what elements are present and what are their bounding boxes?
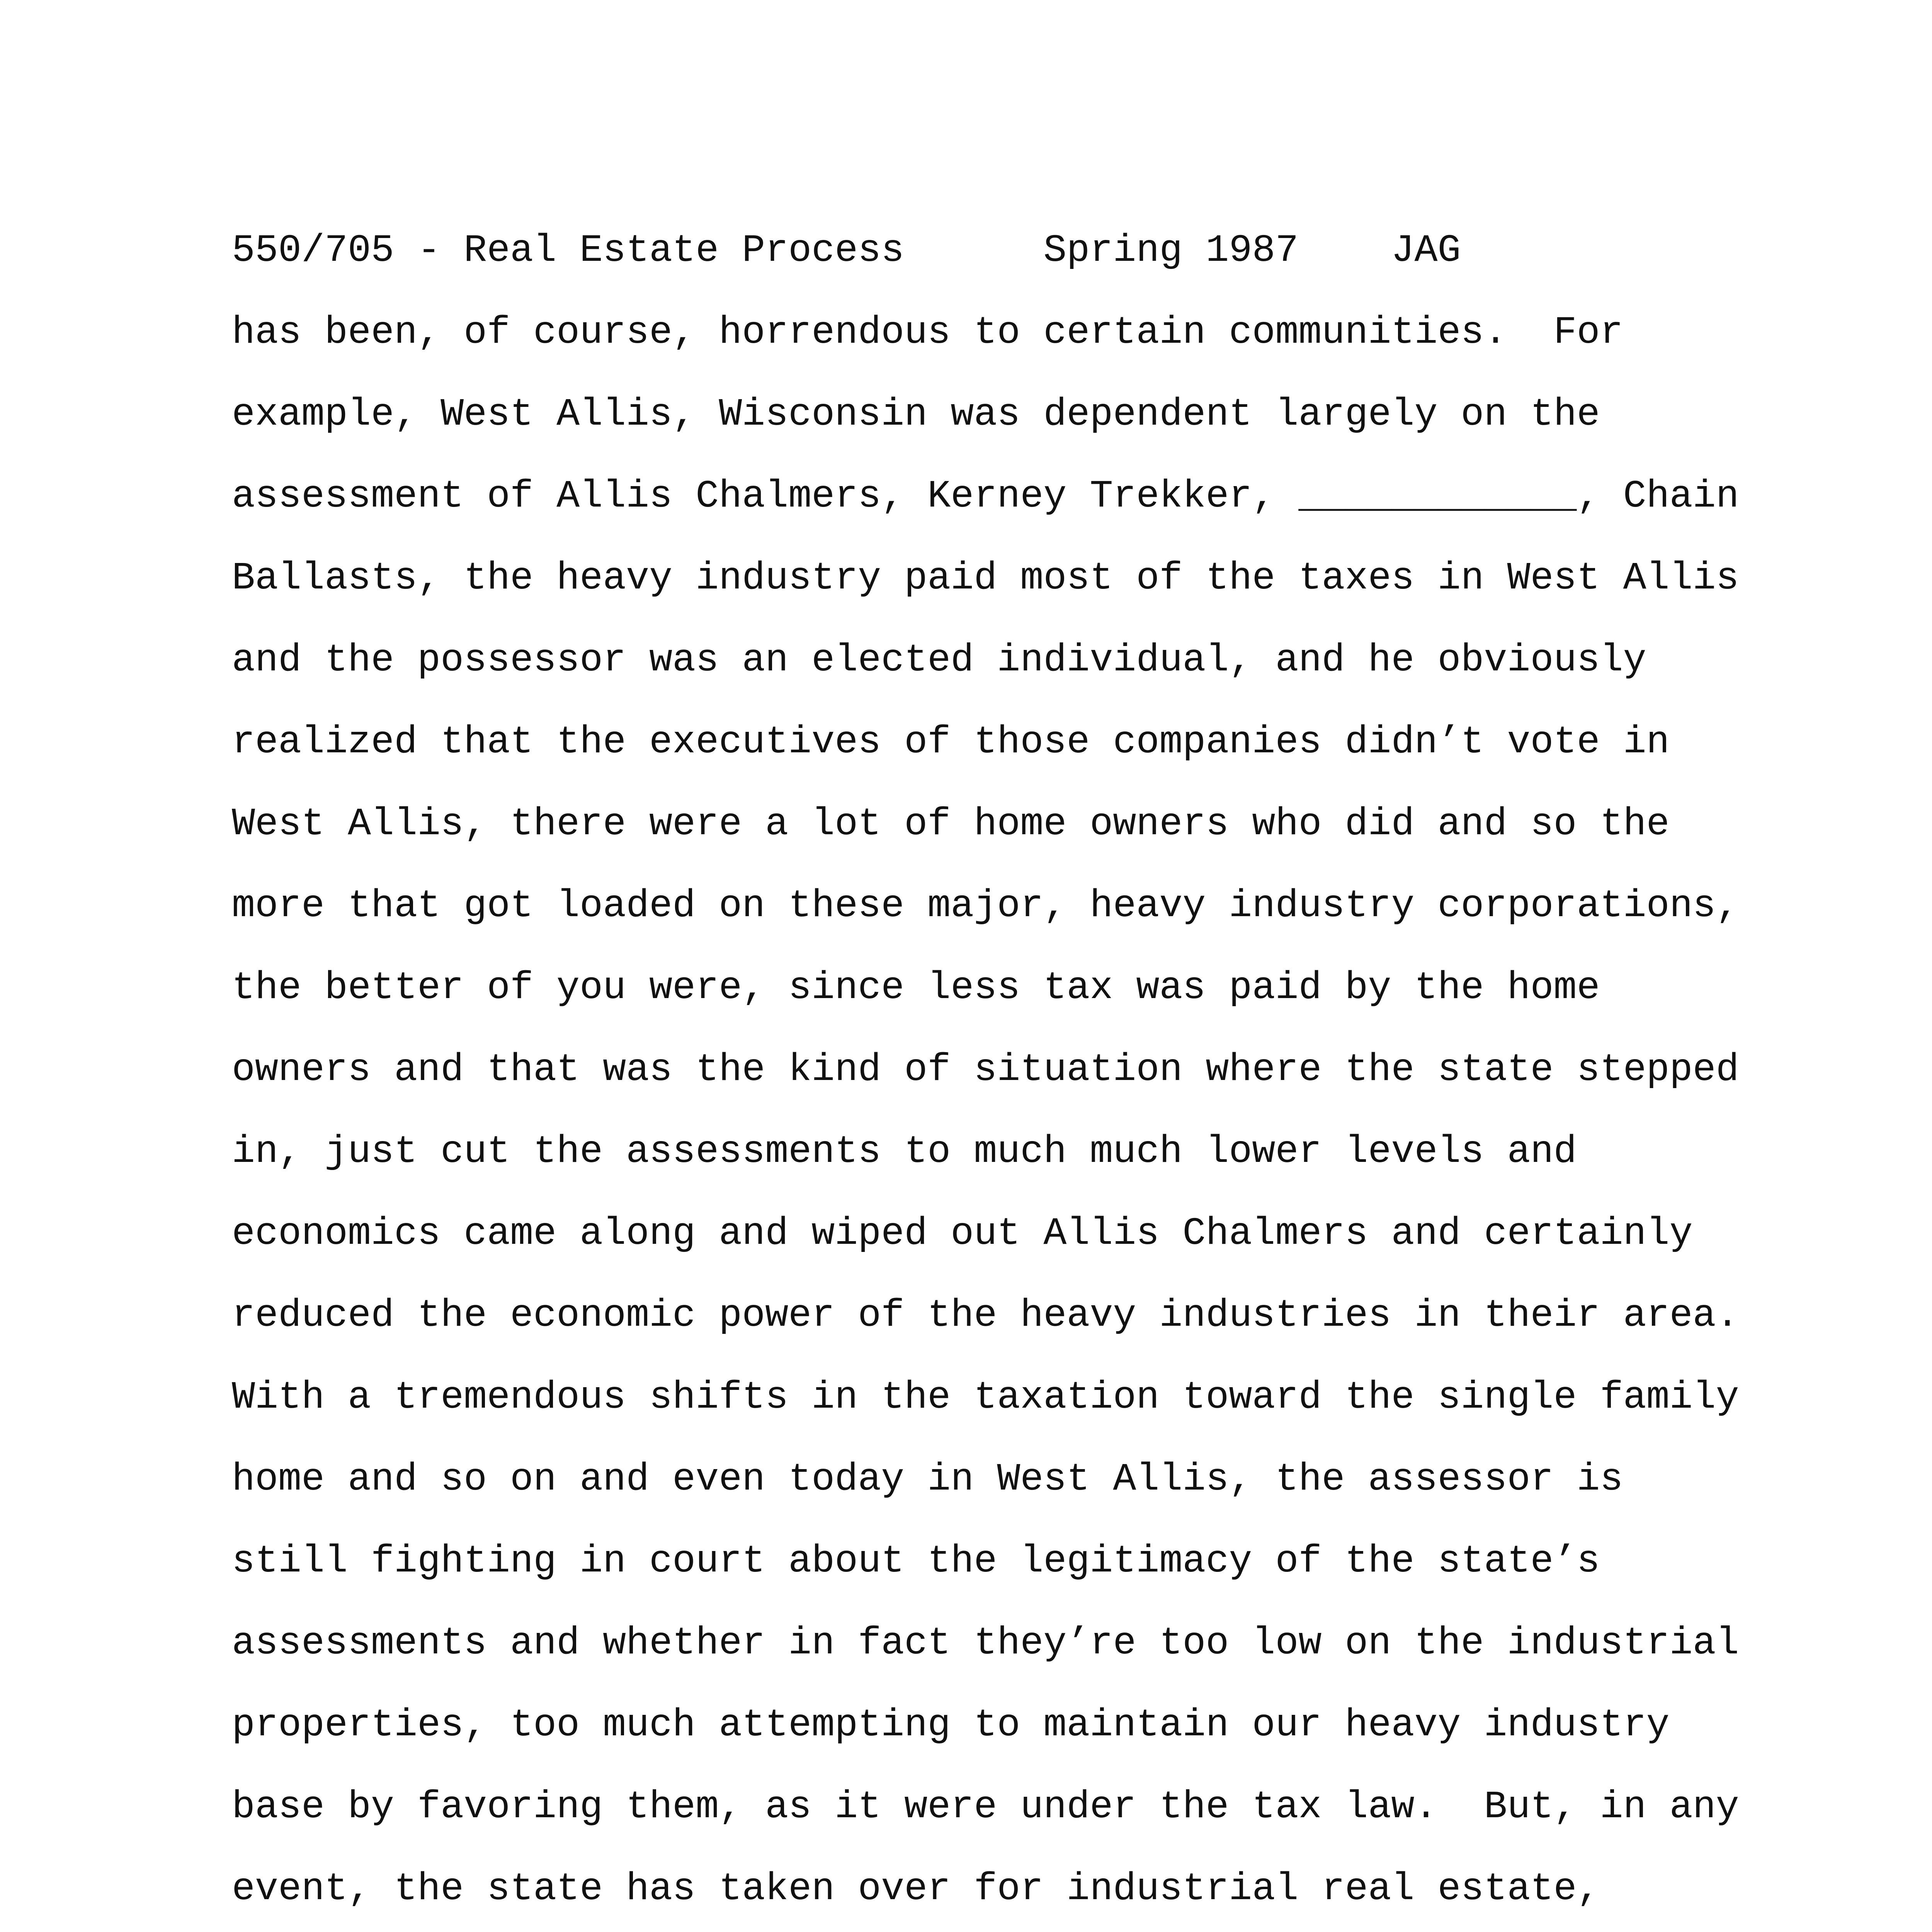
body-line-15: home and so on and even today in West Allis, the assessor is <box>232 1458 1623 1502</box>
body-line-3: assessment of Allis Chalmers, Kerney Trekker, ____________, Chain <box>232 475 1739 519</box>
body-line-19: base by favoring them, as it were under the tax law. But, in any <box>232 1786 1739 1829</box>
header-term: Spring 1987 <box>1043 229 1299 273</box>
body-line-14: With a tremendous shifts in the taxation toward the single family <box>232 1376 1739 1420</box>
header-course: 550/705 - Real Estate Process <box>232 229 905 273</box>
body-line-6: realized that the executives of those companies didn’t vote in <box>232 721 1670 764</box>
body-line-16: still fighting in court about the legitimacy of the state’s <box>232 1540 1600 1583</box>
body-line-4: Ballasts, the heavy industry paid most of the taxes in West Allis <box>232 557 1739 600</box>
body-line-8: more that got loaded on these major, heavy industry corporations, <box>232 884 1739 928</box>
body-line-13: reduced the economic power of the heavy industries in their area. <box>232 1294 1739 1338</box>
body-line-5: and the possessor was an elected individual, and he obviously <box>232 639 1646 682</box>
body-line-7: West Allis, there were a lot of home owners who did and so the <box>232 803 1670 846</box>
body-line-20: event, the state has taken over for industrial real estate, <box>232 1867 1600 1911</box>
running-header <box>232 228 1461 274</box>
body-line-18: properties, too much attempting to maintain our heavy industry <box>232 1704 1670 1747</box>
body-line-10: owners and that was the kind of situation where the state stepped <box>232 1048 1739 1092</box>
body-line-12: economics came along and wiped out Allis Chalmers and certainly <box>232 1212 1693 1256</box>
body-line-1: has been, of course, horrendous to certain communities. For <box>232 311 1623 355</box>
body-line-17: assessments and whether in fact they’re too low on the industrial <box>232 1622 1739 1665</box>
header-initials: JAG <box>1391 229 1461 273</box>
body-line-2: example, West Allis, Wisconsin was dependent largely on the <box>232 393 1600 437</box>
body-line-11: in, just cut the assessments to much much lower levels and <box>232 1130 1577 1174</box>
body-line-9: the better of you were, since less tax was paid by the home <box>232 966 1600 1010</box>
